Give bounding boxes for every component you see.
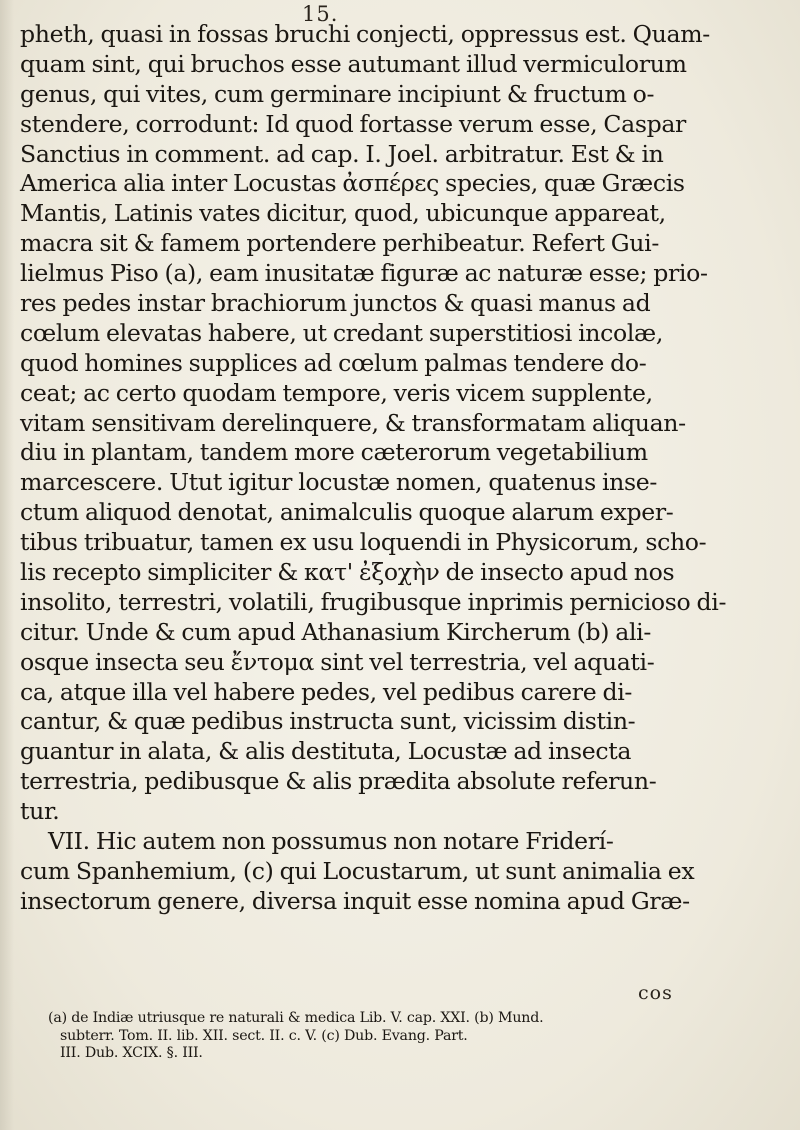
text-line: tur.	[20, 797, 60, 826]
text-line: America alia inter Locustas ἀσπέρες species, quæ Græcis	[20, 169, 685, 198]
text-line: genus, qui vites, cum germinare incipiunt & fructum o-	[20, 79, 655, 108]
text-line: pheth, quasi in fossas bruchi conjecti, oppressus est. Quam-	[20, 20, 710, 48]
text-line: citur. Unde & cum apud Athanasium Kircherum (b) ali-	[20, 617, 651, 646]
text-line: vitam sensitivam derelinquere, & transformatam aliquan-	[20, 408, 686, 437]
text-line: guantur in alata, & alis destituta, Locustæ ad insecta	[20, 737, 632, 766]
text-line: res pedes instar brachiorum junctos & quasi manus ad	[20, 289, 651, 318]
text-line: cum Spanhemium, (c) qui Locustarum, ut sunt animalia ex	[20, 856, 695, 885]
text-line: Sanctius in comment. ad cap. I. Joel. arbitratur. Est & in	[20, 139, 664, 168]
text-line: ca, atque illa vel habere pedes, vel pedibus carere di-	[20, 677, 633, 706]
text-line: cantur, & quæ pedibus instructa sunt, vicissim distin-	[20, 707, 636, 736]
text-line: terrestria, pedibusque & alis prædita absolute referun-	[20, 767, 657, 796]
page-gutter	[0, 0, 14, 1130]
text-line: diu in plantam, tandem more cæterorum vegetabilium	[20, 438, 648, 467]
footnote-line: III. Dub. XCIX. §. III.	[60, 1045, 203, 1061]
footnote-line: subterr. Tom. II. lib. XII. sect. II. c. V. (c) Dub. Evang. Part.	[60, 1027, 468, 1044]
text-line: quod homines supplices ad cœlum palmas tendere do-	[20, 348, 647, 377]
text-line: ctum aliquod denotat, animalculis quoque alarum exper-	[20, 498, 674, 527]
footnote-line: (a) de Indiæ utriusque re naturali & medica Lib. V. cap. XXI. (b) Mund.	[48, 1010, 544, 1026]
text-line: stendere, corrodunt: Id quod fortasse verum esse, Caspar	[20, 109, 686, 138]
text-line: osque insecta seu ἔντομα sint vel terrestria, vel aquati-	[20, 647, 655, 676]
text-line: marcescere. Utut igitur locustæ nomen, quatenus inse-	[20, 468, 658, 497]
text-line: Mantis, Latinis vates dicitur, quod, ubicunque appareat,	[20, 199, 666, 228]
text-line: lielmus Piso (a), eam inusitatæ figuræ ac naturæ esse; prio-	[20, 259, 708, 288]
text-line: macra sit & famem portendere perhibeatur. Refert Gui-	[20, 229, 659, 258]
catchword: cos	[638, 982, 673, 1004]
text-line: tibus tribuatur, tamen ex usu loquendi in Physicorum, scho-	[20, 528, 707, 557]
body-text	[20, 20, 725, 917]
page-number: 15.	[302, 2, 339, 26]
text-line: ceat; ac certo quodam tempore, veris vicem supplente,	[20, 378, 653, 407]
text-line: quam sint, qui bruchos esse autumant illud vermiculorum	[20, 49, 687, 78]
section-heading-line: VII. Hic autem non possumus non notare Friderí-	[48, 827, 614, 856]
text-line: insectorum genere, diversa inquit esse nomina apud Græ-	[20, 886, 690, 915]
text-line: lis recepto simpliciter & κατ' ἐξοχὴν de insecto apud nos	[20, 558, 675, 587]
text-line: cœlum elevatas habere, ut credant superstitiosi incolæ,	[20, 318, 664, 347]
footnotes	[48, 1010, 688, 1063]
text-line: insolito, terrestri, volatili, frugibusque inprimis pernicioso di-	[20, 587, 727, 616]
